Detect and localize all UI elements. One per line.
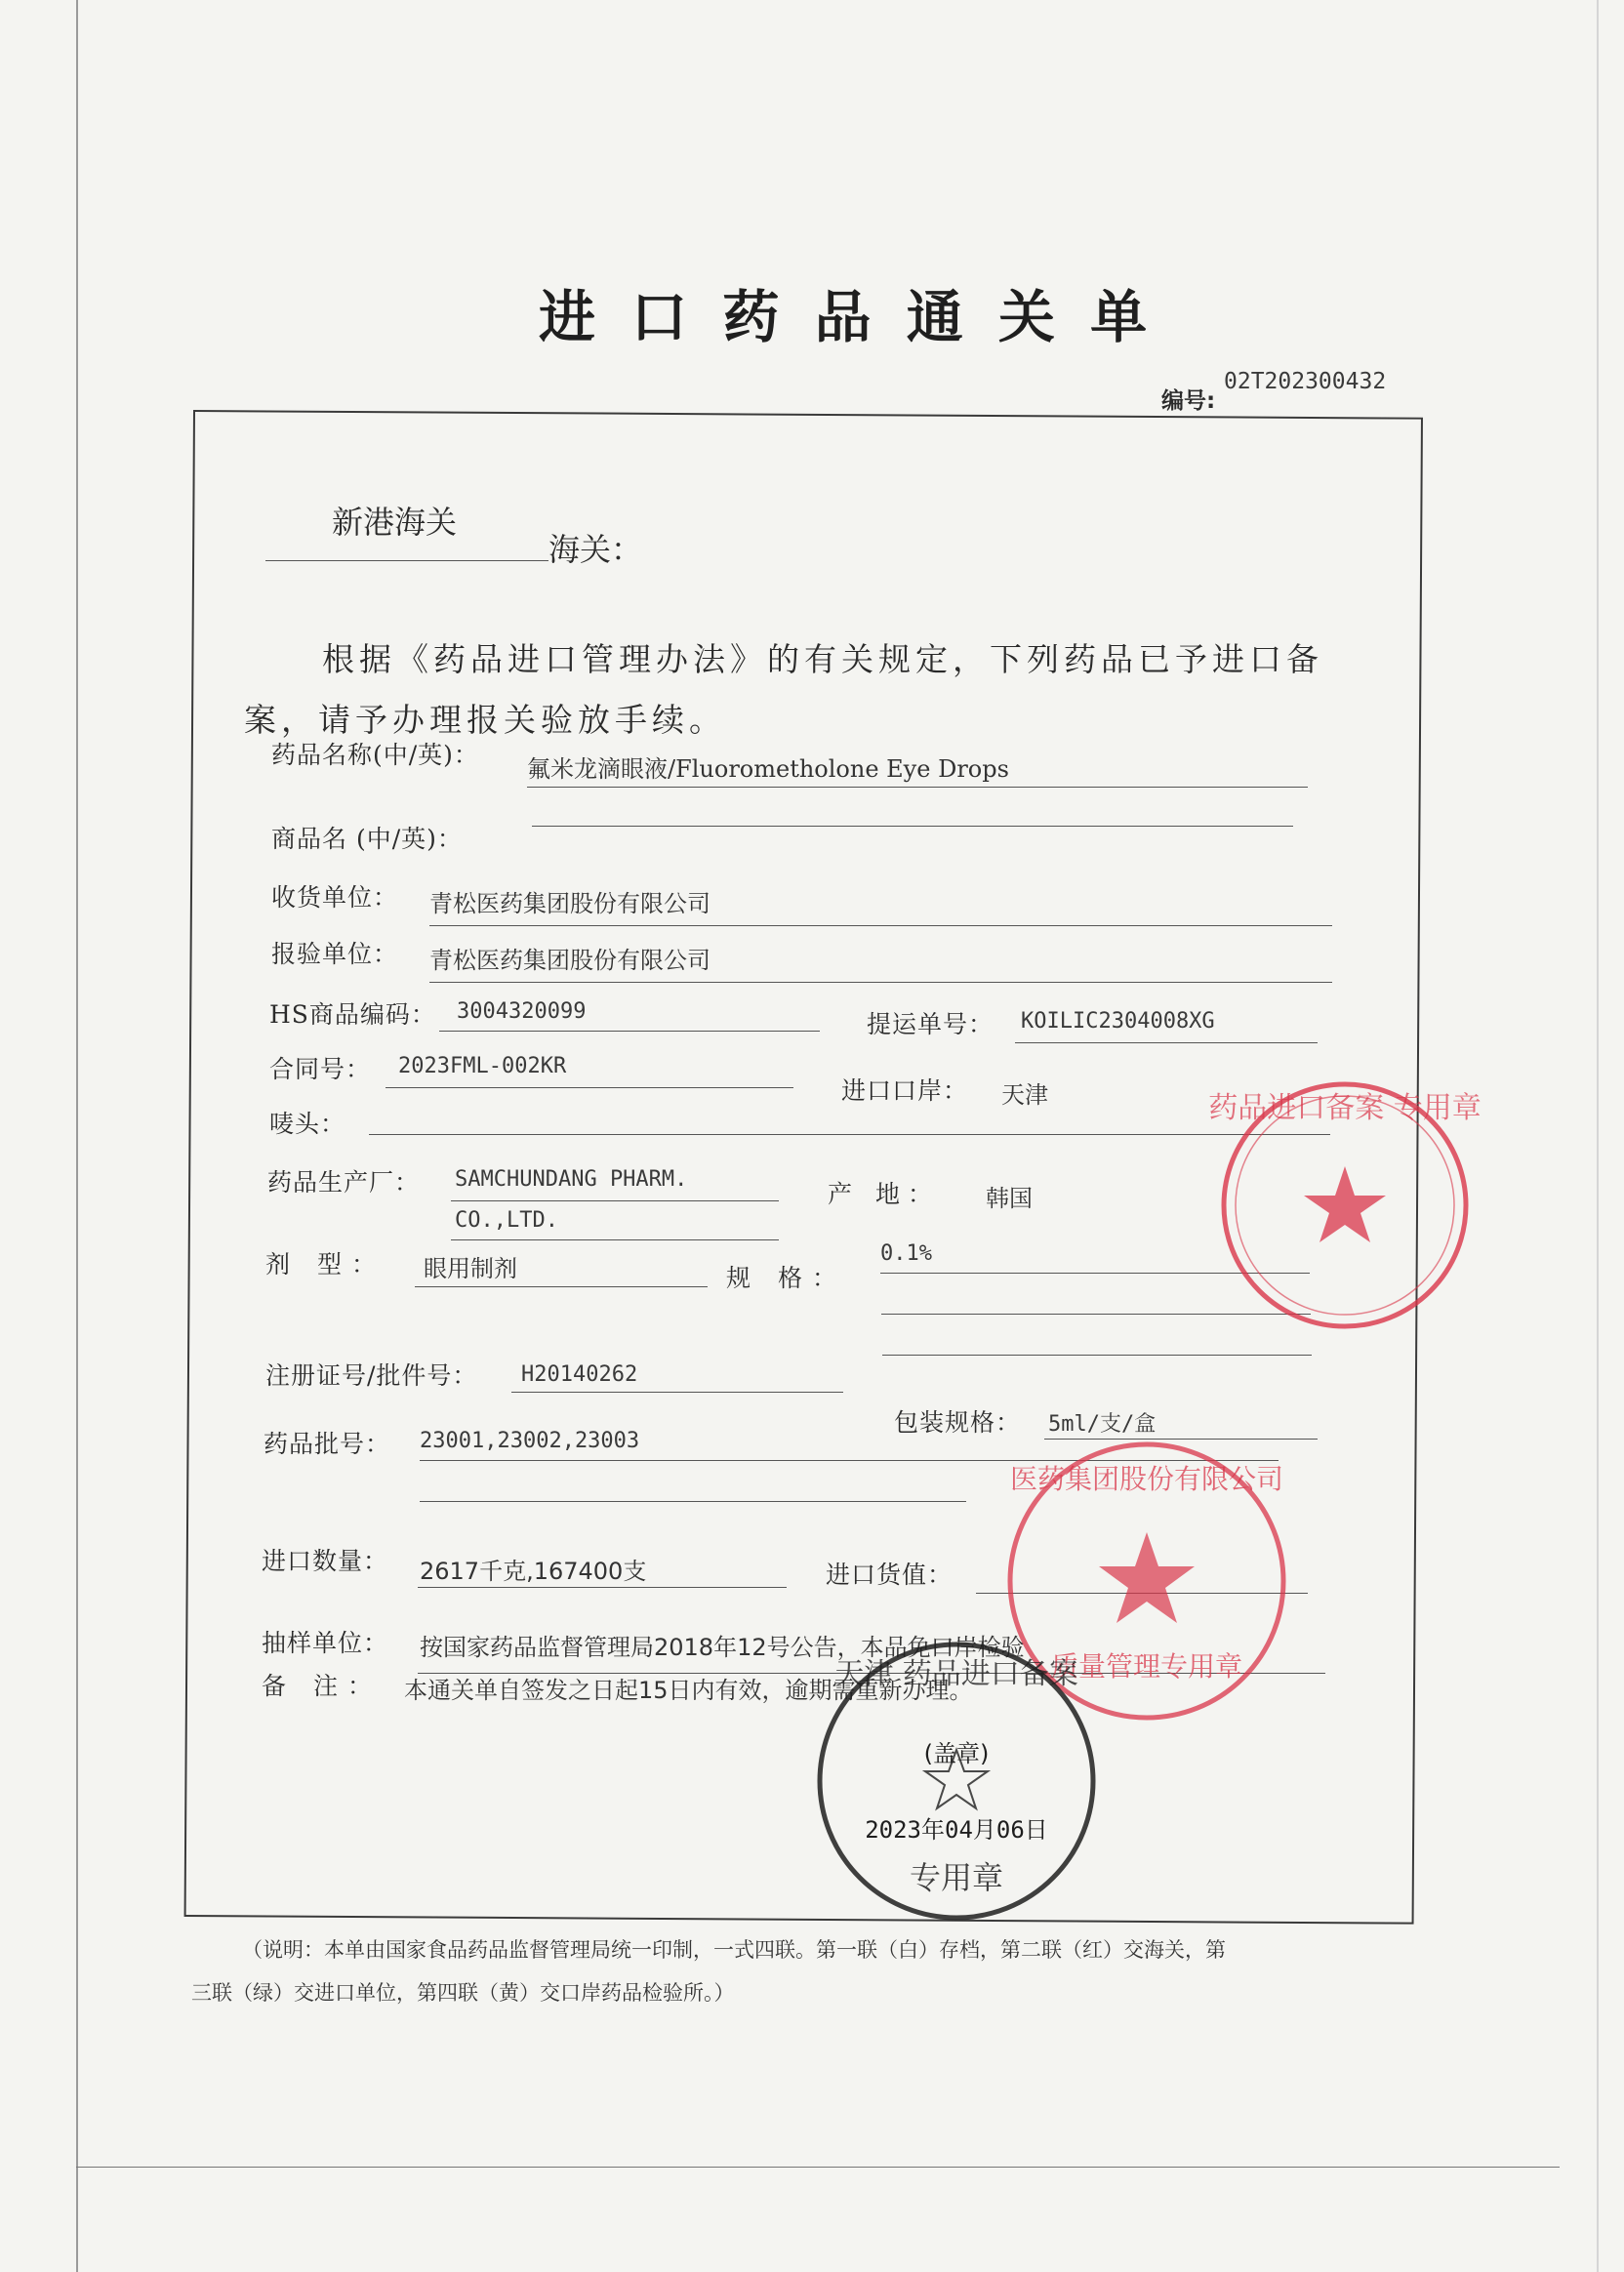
drug-name-value: 氟米龙滴眼液/Fluorometholone Eye Drops [527,755,1009,783]
registration-value: H20140262 [521,1362,638,1387]
page-right-edge [1597,0,1599,2272]
red-seal-1-text: 药品进口备案 专用章 [1208,1091,1482,1125]
bottom-rule [76,2167,1560,2168]
batch-underline-1 [420,1460,1279,1461]
dosage-value: 眼用制剂 [424,1255,517,1282]
drug-name-underline-2 [532,826,1293,827]
goods-value-underline [976,1593,1308,1594]
remark-label: 备 注： [262,1672,382,1700]
drug-name-underline [527,787,1308,788]
contract-underline [386,1087,793,1088]
quantity-value: 2617千克,167400支 [420,1558,647,1585]
contract-value: 2023FML-002KR [398,1054,567,1078]
sampling-label: 抽样单位： [262,1629,389,1657]
customs-suffix: 海关： [548,531,643,568]
black-seal-label: (盖章) [923,1740,990,1767]
mark-underline [369,1134,1330,1135]
port-label: 进口口岸： [841,1076,969,1105]
batch-label: 药品批号： [264,1430,391,1458]
intro-line-2: 案，请予办理报关验放手续。 [244,701,726,739]
serial-label: 编号: [1161,388,1216,414]
manufacturer-label: 药品生产厂： [267,1168,421,1197]
trade-name-label: 商品名 (中/英)： [271,825,463,853]
serial-number: 02T202300432 [1224,369,1387,394]
consignee-label: 收货单位： [271,883,399,912]
origin-value: 韩国 [986,1185,1033,1212]
manufacturer-underline-1 [451,1200,779,1201]
customs-underline [265,560,548,561]
package-label: 包装规格： [894,1408,1022,1437]
registration-underline [511,1392,843,1393]
document-title: 进 口 药 品 通 关 单 [539,284,1156,350]
bill-label: 提运单号： [867,1010,995,1038]
customs-name: 新港海关 [332,504,458,541]
bill-underline [1015,1042,1318,1043]
footnote-line-2: 三联（绿）交进口单位，第四联（黄）交口岸药品检验所。） [191,1981,735,2005]
inspection-unit-label: 报验单位： [271,940,399,968]
registration-label: 注册证号/批件号： [265,1361,478,1390]
hs-code-value: 3004320099 [457,999,587,1024]
dosage-underline [415,1286,708,1287]
consignee-underline [429,925,1332,926]
batch-underline-2 [420,1501,966,1502]
spec-underline-3 [882,1355,1312,1356]
black-seal-date: 2023年04月06日 [865,1816,1048,1844]
red-seal-2-ring: 医药集团股份有限公司 [1009,1463,1284,1495]
spec-underline-2 [881,1314,1311,1315]
red-seal-2-bottom: 质量管理专用章 [1050,1650,1243,1683]
contract-label: 合同号： [269,1055,372,1083]
manufacturer-value-2: CO.,LTD. [455,1208,558,1233]
origin-label: 产 地： [828,1180,940,1208]
quantity-underline [418,1587,787,1588]
quantity-label: 进口数量： [262,1547,389,1575]
page-left-edge [76,0,78,2272]
inspection-unit-underline [429,982,1332,983]
hs-code-underline [439,1031,820,1032]
mark-label: 唛头： [269,1110,346,1138]
inspection-unit-value: 青松医药集团股份有限公司 [429,947,710,974]
black-seal-bottom: 专用章 [909,1859,1004,1896]
spec-value: 0.1% [880,1241,932,1266]
drug-name-label: 药品名称(中/英)： [271,741,479,769]
black-seal-ring: 天津 药品进口备案 [834,1657,1078,1691]
package-value: 5ml/支/盒 [1048,1412,1157,1437]
remark-value: 本通关单自签发之日起15日内有效，逾期需重新办理。 [404,1677,973,1704]
intro-line-1: 根据《药品进口管理办法》的有关规定，下列药品已予进口备 [322,640,1323,678]
batch-value: 23001,23002,23003 [420,1429,640,1453]
spec-label: 规 格： [726,1264,846,1292]
manufacturer-value-1: SAMCHUNDANG PHARM. [455,1167,688,1192]
spec-underline-1 [880,1273,1310,1274]
goods-value-label: 进口货值： [826,1561,954,1589]
port-value: 天津 [1001,1081,1048,1109]
bill-value: KOILIC2304008XG [1021,1009,1215,1034]
sampling-value: 按国家药品监督管理局2018年12号公告，本品免口岸检验 [420,1634,1025,1661]
footnote-line-1: （说明：本单由国家食品药品监督管理局统一印制，一式四联。第一联（白）存档，第二联（红）交海关，第 [242,1938,1226,1962]
package-underline [1044,1439,1318,1440]
dosage-label: 剂 型： [265,1250,386,1278]
consignee-value: 青松医药集团股份有限公司 [429,890,710,917]
manufacturer-underline-2 [451,1239,779,1240]
hs-code-label: HS商品编码： [269,1000,436,1029]
